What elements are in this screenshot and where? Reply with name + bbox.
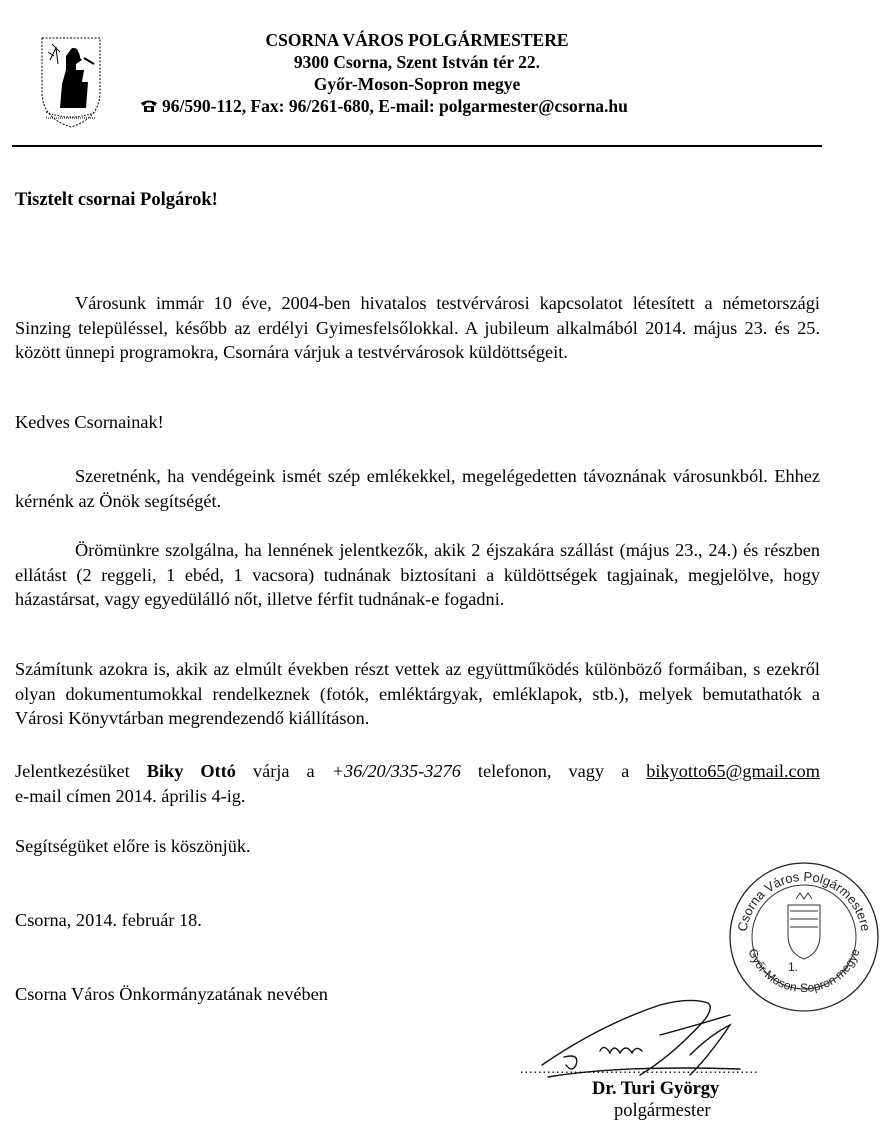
- city-crest-logo: [36, 30, 106, 130]
- contact-details: 96/590-112, Fax: 96/261-680, E-mail: polgarmester@csorna.hu: [162, 96, 628, 116]
- letterhead-county: Győr-Moson-Sopron megye: [313, 74, 521, 94]
- paragraph-accommodation: Örömünkre szolgálna, ha lennének jelentkezők, akik 2 éjszakára szállást (május 23., 24.) és részben ellátást (2 reggeli, 1 ebéd, 1 vacsora) tudnának biztosítani a küldöttségek tagjainak, megjelölve, hogy házastársat, vagy egyedülálló nőt, illetve férfit tudnának-e fogadni.: [15, 540, 820, 609]
- header-divider: [12, 145, 822, 147]
- on-behalf-line: Csorna Város Önkormányzatának nevében: [15, 984, 328, 1004]
- letterhead-address: 9300 Csorna, Szent István tér 22.: [293, 52, 541, 72]
- telephone-icon: [140, 95, 162, 117]
- letterhead-title: CSORNA VÁROS POLGÁRMESTERE: [265, 30, 569, 50]
- contact-email-link[interactable]: bikyotto65@gmail.com: [646, 761, 821, 781]
- svg-text:Győr-Moson-Sopron megye: Győr-Moson-Sopron megye: [745, 946, 863, 995]
- letterhead-contact: [140, 95, 700, 117]
- signer-name: Dr. Turi György: [592, 1079, 720, 1099]
- place-date: Csorna, 2014. február 18.: [15, 910, 202, 930]
- paragraph-request: Szeretnénk, ha vendégeink ismét szép emlékekkel, megelégedetten távoznának városunkból. Ehhez kérnénk az Önök segítségét.: [15, 466, 820, 511]
- salutation: Kedves Csornainak!: [15, 412, 164, 432]
- coat-of-arms-icon: [788, 893, 820, 959]
- signer-title: polgármester: [614, 1101, 711, 1121]
- greeting: Tisztelt csornai Polgárok!: [15, 190, 218, 210]
- thanks-line: Segítségüket előre is köszönjük.: [15, 836, 251, 856]
- contact-person-name: Biky Ottó: [146, 761, 236, 781]
- application-deadline: e-mail címen 2014. április 4-ig.: [15, 786, 246, 806]
- paragraph-anniversary: Városunk immár 10 éve, 2004-ben hivatalos testvérvárosi kapcsolatot létesített a németországi Sinzing településsel, később az erdélyi Gyimesfelsőlokkal. A jubileum alkalmából 2014. május 23. és 25. között ünnepi programokra, Csornára várjuk a testvérvárosok küldöttségeit.: [15, 293, 820, 362]
- paragraph-exhibition: Számítunk azokra is, akik az elmúlt években részt vettek az együttműködés különböző formáiban, s ezekről olyan dokumentumokkal rendelkeznek (fotók, emléktárgyak, emléklapok, stb.), melyek bemutathatók a Városi Könyvtárban megrendezendő kiállításon.: [15, 659, 820, 728]
- seal-number: 1.: [788, 960, 799, 974]
- signature-dotted-line: .....................................................: [520, 1062, 759, 1077]
- official-seal-stamp: [724, 853, 883, 1013]
- contact-phone: +36/20/335-3276: [331, 761, 461, 781]
- application-line: Jelentkezésüket Biky Ottó várja a +36/20/335-3276 telefonon, vagy a bikyotto65@gmail.com: [15, 761, 821, 781]
- svg-text:Csorna Város Polgármestere: Csorna Város Polgármestere: [734, 868, 874, 933]
